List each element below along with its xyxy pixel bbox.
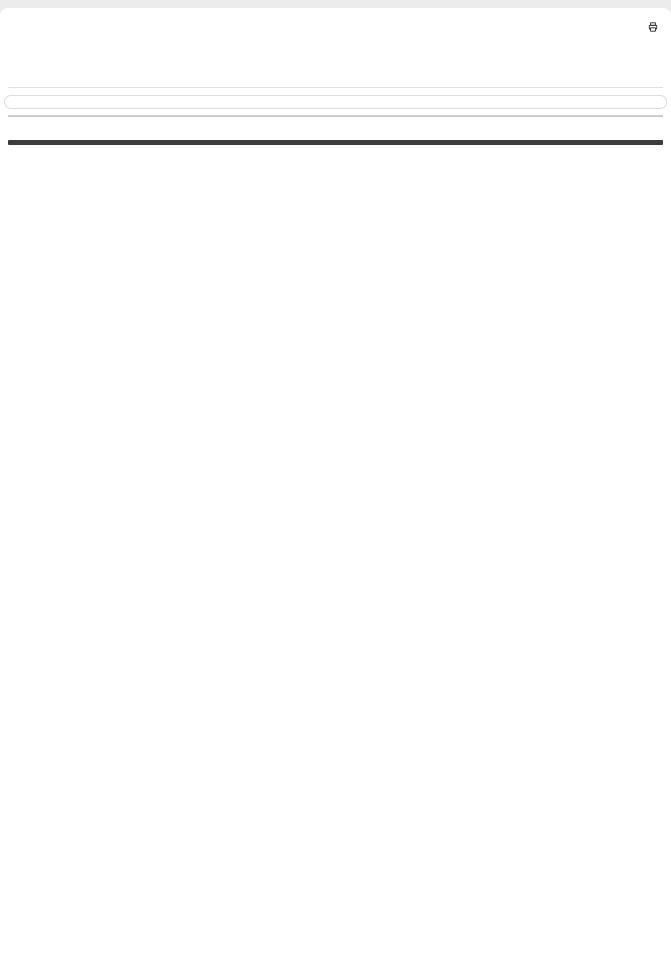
package-sub-rows [9,97,662,106]
premium-package-box [4,95,667,109]
page-header [8,8,663,43]
optional-equipment-heading [10,56,661,69]
grand-total-row [8,116,663,139]
equipment-table-header [8,69,663,88]
print-button[interactable] [648,20,661,34]
content-card [0,8,671,960]
printer-icon [648,22,658,32]
top-strip [0,0,671,8]
bottom-bar [8,140,663,145]
